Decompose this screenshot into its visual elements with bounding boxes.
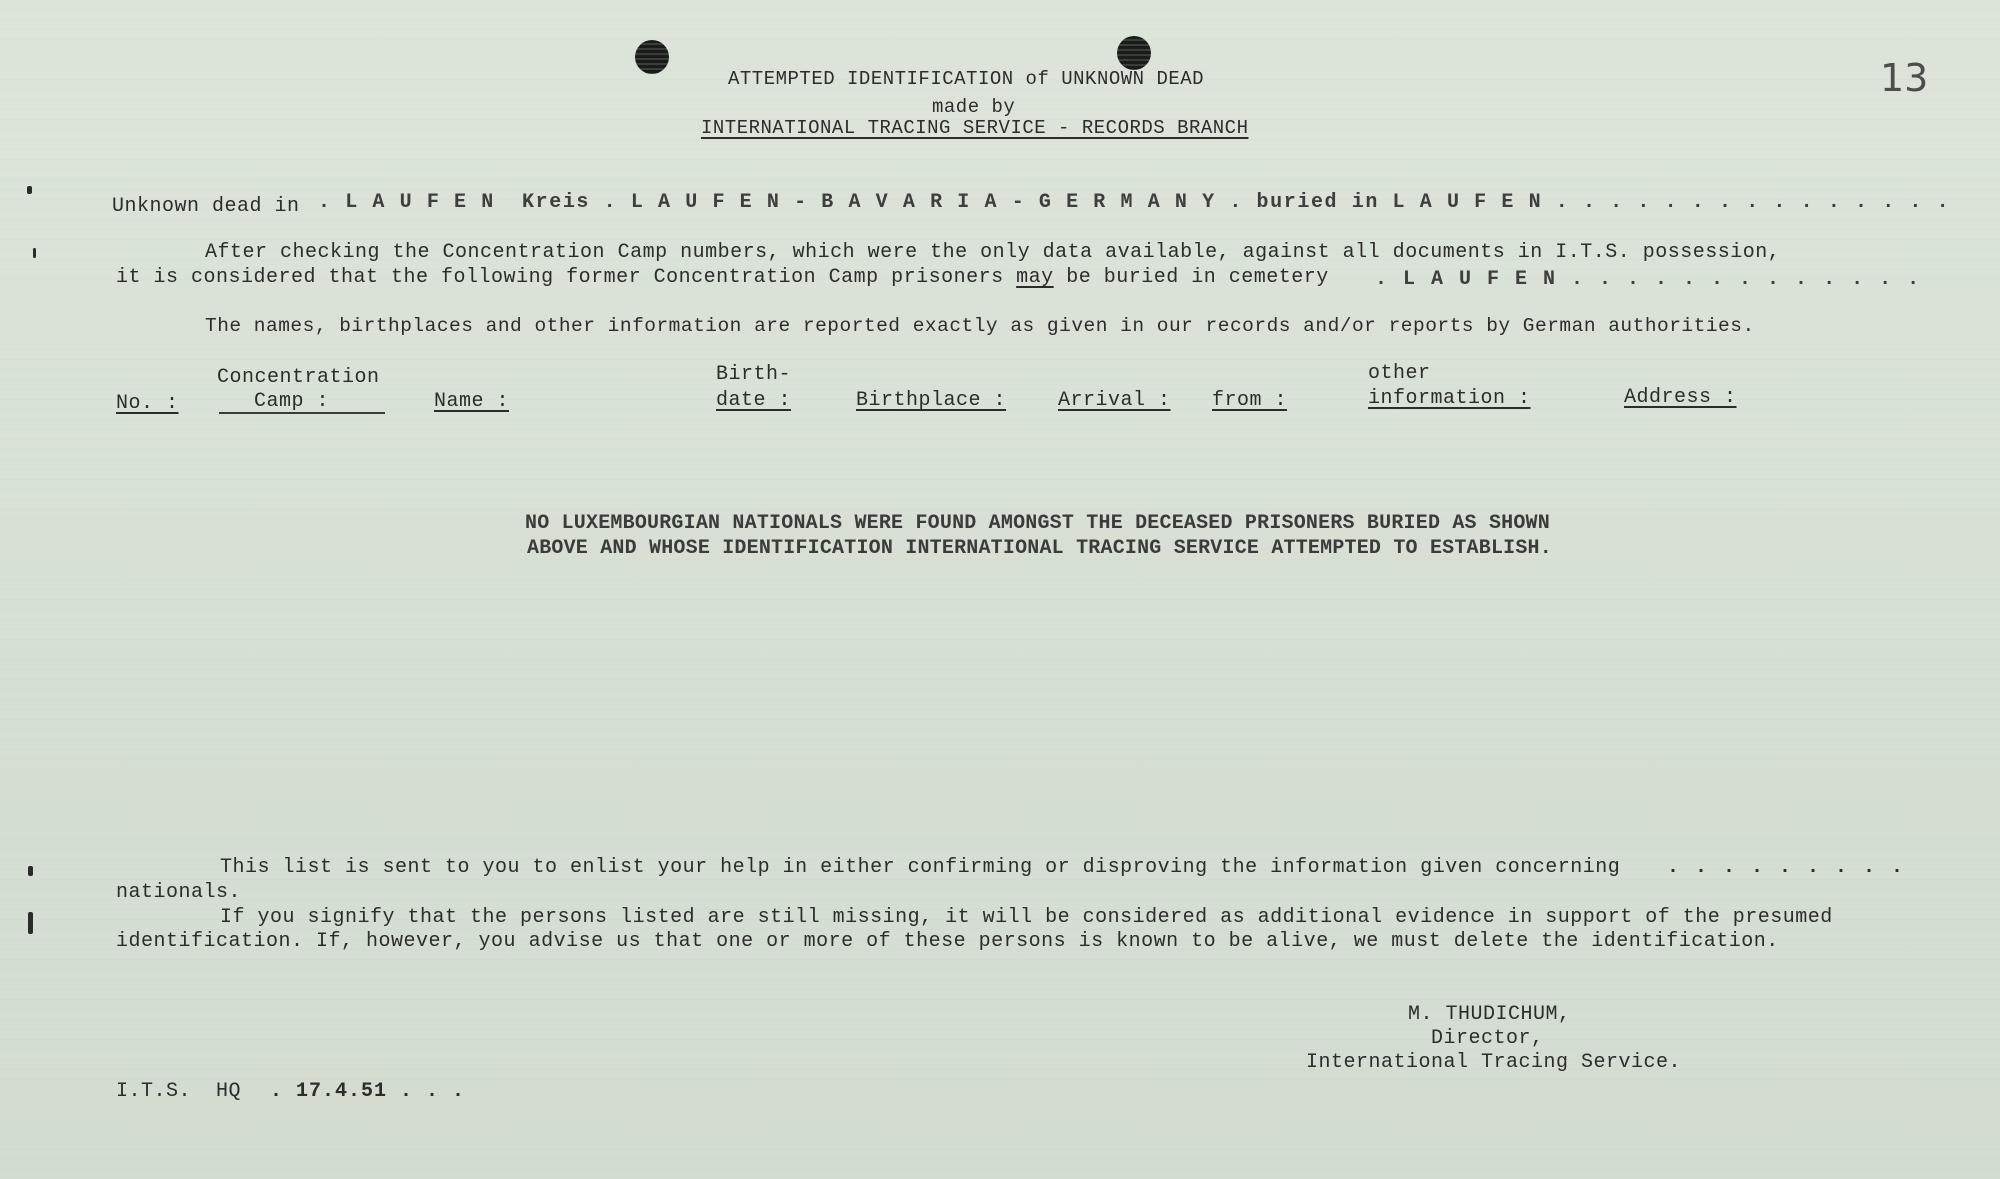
nationality-fill: . . . . . . . . .: [1667, 856, 1906, 879]
hq-label: I.T.S. HQ: [116, 1080, 242, 1103]
footer-paragraph-line4: identification. If, however, you advise us that one or more of these persons is known to be alive, we must delete the identification.: [116, 930, 1779, 953]
cemetery-name: . L A U F E N . . . . . . . . . . . . .: [1375, 268, 1922, 291]
footer-paragraph-line1: This list is sent to you to enlist your help in either confirming or disproving the information given concerning: [220, 856, 1621, 879]
column-header-name: Name :: [434, 390, 510, 413]
margin-mark: [28, 912, 33, 934]
camp-header-underline: [219, 412, 385, 414]
signatory-organization: International Tracing Service.: [1306, 1051, 1682, 1074]
paragraph-checking-line2-a: it is considered that the following former Concentration Camp prisoners: [116, 266, 1004, 289]
hq-date: . 17.4.51 . . .: [270, 1080, 466, 1103]
column-header-from: from :: [1212, 389, 1288, 412]
margin-mark: [27, 186, 32, 194]
organization-heading: INTERNATIONAL TRACING SERVICE - RECORDS BRANCH: [701, 117, 1249, 139]
column-header-other-top: other: [1368, 362, 1431, 385]
column-header-birthdate-bottom: date :: [716, 389, 792, 412]
paragraph-checking-line2: [116, 266, 1329, 289]
margin-mark: [33, 248, 36, 258]
notice-line2: ABOVE AND WHOSE IDENTIFICATION INTERNATIONAL TRACING SERVICE ATTEMPTED TO ESTABLISH.: [527, 537, 1552, 560]
column-header-arrival: Arrival :: [1058, 389, 1171, 412]
unknown-dead-label: Unknown dead in: [112, 195, 300, 218]
margin-mark: [28, 866, 33, 876]
footer-paragraph-line3: If you signify that the persons listed are still missing, it will be considered as additional evidence in support of the presumed: [220, 906, 1833, 929]
page-number: 13: [1880, 56, 1929, 100]
column-header-birthdate-top: Birth-: [716, 363, 792, 386]
column-header-birthplace: Birthplace :: [856, 389, 1007, 412]
column-header-no: No. :: [116, 392, 179, 415]
column-header-camp-top: Concentration: [217, 366, 380, 389]
column-header-other-bottom: information :: [1368, 387, 1531, 410]
emphasis-may: may: [1016, 266, 1054, 289]
notice-line1: NO LUXEMBOURGIAN NATIONALS WERE FOUND AMONGST THE DECEASED PRISONERS BURIED AS SHOWN: [525, 512, 1550, 535]
document-title: ATTEMPTED IDENTIFICATION of UNKNOWN DEAD: [728, 68, 1205, 90]
column-header-camp-bottom: Camp :: [254, 390, 330, 413]
signatory-name: M. THUDICHUM,: [1408, 1003, 1571, 1026]
paragraph-checking-line1: After checking the Concentration Camp numbers, which were the only data available, against all documents in I.T.S. possession,: [205, 241, 1781, 264]
paragraph-names-note: The names, birthplaces and other information are reported exactly as given in our records and/or reports by German authorities.: [205, 315, 1755, 337]
signatory-title: Director,: [1431, 1027, 1544, 1050]
column-header-address: Address :: [1624, 386, 1737, 409]
punch-hole-left: [635, 40, 669, 74]
paragraph-checking-line2-b: be buried in cemetery: [1066, 266, 1329, 289]
punch-hole-right: [1117, 36, 1151, 70]
unknown-dead-location: . L A U F E N Kreis . L A U F E N - B A V A R I A - G E R M A N Y . buried in L A U F E N . . . . . . . . . . . . . . .: [318, 191, 1951, 214]
footer-paragraph-line2: nationals.: [116, 881, 242, 904]
made-by: made by: [932, 96, 1016, 118]
